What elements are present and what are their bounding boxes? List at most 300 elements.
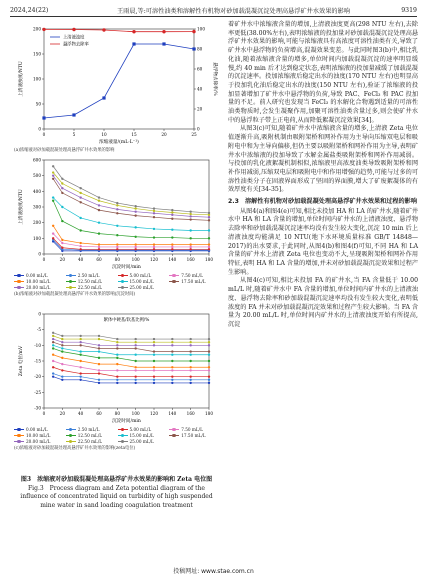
data-point xyxy=(61,338,63,340)
data-point xyxy=(116,208,118,210)
series-line-1 xyxy=(53,240,209,250)
legend-swatch xyxy=(66,280,76,284)
data-point xyxy=(134,226,136,228)
data-point xyxy=(192,47,195,50)
legend-item xyxy=(14,439,64,444)
data-point xyxy=(134,211,136,213)
data-point xyxy=(79,379,81,381)
y-tick-label: -30 xyxy=(34,405,41,411)
data-point xyxy=(171,344,173,346)
data-point xyxy=(153,248,155,250)
data-point xyxy=(171,341,173,343)
y-tick-label: -10 xyxy=(34,342,41,348)
data-point xyxy=(189,218,191,220)
data-point xyxy=(116,357,118,359)
x-axis-label: 沉淀时间/min xyxy=(112,419,141,424)
data-point xyxy=(61,242,63,244)
data-point xyxy=(116,375,118,377)
data-point xyxy=(134,344,136,346)
data-point xyxy=(153,341,155,343)
data-point xyxy=(153,243,155,245)
legend-swatch xyxy=(118,440,128,444)
data-point xyxy=(171,211,173,213)
paragraph-3: 从图4(a)和图4(e)可知,相比未投加 HA 和 LA 的矿井水,随着矿井水中 HA 和 LA 含量的增加,单位时间内矿井水的上清液浊度、悬浮物去除率和砂加载混凝沉淀速率均没有发生较大变化,沉淀 10 min 后上清液浊度均能满足 10 NTU(地下水环境质量标准 GB/T 14848—2017)的出水要求,于此同时,从图4(b)和图4(f)可知,不同 HA 和 LA 含量的矿井水上清液 Zeta 电位也变动不大,呈现吸附架桥和网补作用特征,表明 HA 和 LA 含量的增加,并未对砂加载混凝沉淀效果和过程产生影响。 xyxy=(228,207,418,276)
data-point xyxy=(189,366,191,368)
x-tick-label: 180 xyxy=(205,257,213,262)
legend-swatch xyxy=(66,428,76,432)
y-tick-label: 600 xyxy=(33,157,41,163)
x-axis-label: 浓缩液量/(mL·L⁻¹) xyxy=(99,140,139,145)
legend-item xyxy=(118,439,168,444)
data-point xyxy=(189,375,191,377)
legend-label: 2.50 mL/L xyxy=(77,427,100,432)
x-tick-label: 20 xyxy=(59,257,66,262)
data-point xyxy=(153,344,155,346)
data-point xyxy=(102,96,105,99)
legend-item xyxy=(169,433,219,438)
data-point xyxy=(79,196,81,198)
data-point xyxy=(153,216,155,218)
data-point xyxy=(116,225,118,227)
legend-label: 15.00 mL/L xyxy=(129,433,154,438)
data-point xyxy=(153,207,155,209)
x-tick-label: 20 xyxy=(59,411,66,416)
x-tick-label: 160 xyxy=(186,257,195,262)
legend-item xyxy=(66,433,116,438)
data-point xyxy=(79,335,81,337)
data-point xyxy=(79,375,81,377)
legend-item xyxy=(118,279,168,284)
y-right-tick-label: 20 xyxy=(197,106,203,112)
figure-3c xyxy=(14,308,219,451)
data-point xyxy=(98,243,100,245)
data-point xyxy=(189,248,191,250)
data-point xyxy=(61,220,63,222)
legend-item xyxy=(169,273,219,278)
y-tick-label: 0 xyxy=(38,126,41,132)
y-right-axis-label: 悬浮物去除率/% xyxy=(212,62,217,96)
data-point xyxy=(116,382,118,384)
data-point xyxy=(134,236,136,238)
data-point xyxy=(79,366,81,368)
legend-swatch xyxy=(14,428,24,432)
legend-label: 20.00 mL/L xyxy=(26,285,51,290)
data-point xyxy=(116,212,118,214)
legend-item xyxy=(118,433,168,438)
x-tick-label: 25 xyxy=(191,132,197,137)
data-point xyxy=(153,354,155,356)
data-point xyxy=(134,214,136,216)
y-tick-label: 200 xyxy=(33,26,41,32)
data-point xyxy=(72,113,75,116)
data-point xyxy=(98,246,100,248)
series-line-10 xyxy=(53,333,209,339)
figure-caption-en: Fig.3 Process diagram and Zeta potential diagram of the influence of concentrated liquid on turbidity of high suspended mine water in sand loading coagulation treatment xyxy=(20,484,213,509)
series-line-6 xyxy=(53,345,209,354)
data-point xyxy=(61,335,63,337)
legend-swatch xyxy=(14,286,24,290)
legend-label: 17.50 mL/L xyxy=(181,279,206,284)
data-point xyxy=(208,350,210,352)
x-tick-label: 120 xyxy=(150,257,158,262)
data-point xyxy=(171,379,173,381)
data-point xyxy=(98,350,100,352)
data-point xyxy=(189,237,191,239)
y-tick-label: 300 xyxy=(33,204,41,210)
data-point xyxy=(98,248,100,250)
data-point xyxy=(116,338,118,340)
data-point xyxy=(189,354,191,356)
data-point xyxy=(189,246,191,248)
header-rule xyxy=(10,16,417,17)
data-point xyxy=(192,30,195,33)
data-point xyxy=(153,369,155,371)
legend-label: 17.50 mL/L xyxy=(181,433,206,438)
legend-item xyxy=(14,433,64,438)
data-point xyxy=(79,242,81,244)
data-point xyxy=(189,341,191,343)
y-right-tick-label: 80 xyxy=(197,46,203,52)
data-point xyxy=(171,218,173,220)
data-point xyxy=(116,347,118,349)
data-point xyxy=(61,182,63,184)
data-point xyxy=(189,211,191,213)
data-point xyxy=(153,210,155,212)
figure-3a xyxy=(14,21,219,153)
data-point xyxy=(61,344,63,346)
x-tick-label: 60 xyxy=(96,257,102,262)
y-tick-label: 0 xyxy=(38,311,41,317)
legend-swatch xyxy=(14,440,24,444)
legend-item xyxy=(14,427,64,432)
legend-label: 5.00 mL/L xyxy=(129,273,152,278)
data-point xyxy=(134,366,136,368)
data-point xyxy=(116,243,118,245)
legend-swatch xyxy=(169,280,179,284)
data-point xyxy=(171,354,173,356)
data-point xyxy=(153,375,155,377)
data-point xyxy=(162,30,165,33)
data-point xyxy=(61,247,63,249)
data-point xyxy=(153,228,155,230)
y-right-tick-label: 100 xyxy=(197,26,205,32)
body-text xyxy=(228,21,418,330)
series-line-2 xyxy=(53,238,209,249)
data-point xyxy=(134,379,136,381)
data-point xyxy=(79,372,81,374)
data-point xyxy=(134,248,136,250)
data-point xyxy=(116,379,118,381)
y-tick-label: 100 xyxy=(33,76,41,82)
legend-label: 12.50 mL/L xyxy=(77,279,103,284)
paragraph-2: 从图3(c)可知,随着矿井水中浓缩液含量的增多,上清液 Zeta 电位值逐渐升高,吸附机制由吸附架桥和网补作用为主导向压缩双电层和吸附电中和为主导向偏移,但仍主要以吸附架桥和网补作用为主导,表明矿井水中浓缩液的投加导致了水解金属盐类吸附架桥和网补作用减弱。与投加的乳化液絮凝机制相似,浓缩液里高浓度油类导致吸附架桥和网补作用减弱,压缩双电层和吸附电中和作用增强的趋势,可能与过多的可溶性油类分子在固液界面形成了坚固的界面膜,增大了矿废絮凝体的有效厚度有关[34-35]。 xyxy=(228,125,418,194)
data-point xyxy=(61,192,63,194)
data-point xyxy=(52,344,54,346)
legend-item xyxy=(118,427,168,432)
legend-b xyxy=(14,273,219,290)
data-point xyxy=(208,369,210,371)
legend-item xyxy=(169,427,219,432)
series-line-3 xyxy=(53,361,209,370)
legend-label: 2.50 mL/L xyxy=(77,273,100,278)
data-point xyxy=(189,213,191,215)
legend-item xyxy=(118,285,168,290)
data-point xyxy=(171,350,173,352)
legend-label: 20.00 mL/L xyxy=(26,439,51,444)
y-tick-label: 50 xyxy=(35,101,41,107)
data-point xyxy=(98,338,100,340)
data-point xyxy=(79,344,81,346)
data-point xyxy=(116,341,118,343)
legend-label: 0.00 mL/L xyxy=(26,273,48,278)
y-right-tick-label: 0 xyxy=(197,126,200,132)
data-point xyxy=(61,369,63,371)
data-point xyxy=(208,243,210,245)
data-point xyxy=(189,360,191,362)
data-point xyxy=(208,354,210,356)
x-tick-label: 20 xyxy=(161,132,167,137)
data-point xyxy=(52,165,54,167)
data-point xyxy=(171,369,173,371)
y-axis-label: 上清液浊度/NTU xyxy=(19,61,24,97)
legend-swatch xyxy=(66,434,76,438)
legend-c xyxy=(14,427,219,444)
y-right-tick-label: 40 xyxy=(197,86,203,92)
data-point xyxy=(208,375,210,377)
data-point xyxy=(52,178,54,180)
x-tick-label: 80 xyxy=(114,257,121,262)
data-point xyxy=(98,221,100,223)
x-tick-label: 140 xyxy=(168,411,177,416)
data-point xyxy=(189,243,191,245)
data-point xyxy=(189,215,191,217)
data-point xyxy=(189,369,191,371)
data-point xyxy=(189,350,191,352)
legend-label: 15.00 mL/L xyxy=(129,279,154,284)
figure-3b xyxy=(14,154,219,297)
data-point xyxy=(132,30,135,33)
data-point xyxy=(52,366,54,368)
data-point xyxy=(79,338,81,340)
figure-3c-caption: (c)浓缩液对砂加载混凝处理高悬浮矿井水效果的影响(zeta电位) xyxy=(14,446,136,451)
y-tick-label: -25 xyxy=(34,389,41,395)
data-point xyxy=(171,375,173,377)
y-tick-label: 200 xyxy=(33,220,41,226)
data-point xyxy=(52,360,54,362)
data-point xyxy=(52,200,54,202)
data-point xyxy=(171,243,173,245)
legend-swatch xyxy=(14,434,24,438)
data-point xyxy=(134,354,136,356)
data-point xyxy=(79,201,81,203)
footer: 投稿网址: www.stae.com.cn xyxy=(173,568,254,575)
data-point xyxy=(79,245,81,247)
data-point xyxy=(116,344,118,346)
legend-label: 7.50 mL/L xyxy=(181,427,203,432)
data-point xyxy=(153,246,155,248)
data-point xyxy=(208,382,210,384)
x-tick-label: 0 xyxy=(42,132,46,137)
x-tick-label: 80 xyxy=(114,411,121,416)
x-tick-label: 5 xyxy=(72,132,76,137)
data-point xyxy=(98,363,100,365)
legend-swatch xyxy=(66,440,76,444)
legend-swatch xyxy=(118,286,128,290)
figure-caption-cn: 图3 浓缩液对砂加载混凝处理高悬浮矿井水效果的影响和 Zeta 电位图 xyxy=(20,476,213,483)
data-point xyxy=(61,178,63,180)
data-point xyxy=(171,338,173,340)
data-point xyxy=(79,192,81,194)
y-axis-label: 上清液浊度/NTU xyxy=(19,189,24,225)
y-tick-label: -5 xyxy=(36,327,41,333)
y-tick-label: 400 xyxy=(33,188,41,194)
y-tick-label: -20 xyxy=(34,374,41,380)
data-point xyxy=(61,379,63,381)
data-point xyxy=(189,344,191,346)
y-right-tick-label: 60 xyxy=(197,66,203,72)
data-point xyxy=(208,344,210,346)
series-line-10 xyxy=(53,166,209,213)
data-point xyxy=(134,341,136,343)
data-point xyxy=(98,232,100,234)
data-point xyxy=(42,28,45,31)
header-issue: 2024,24(22) xyxy=(10,6,49,14)
x-tick-label: 60 xyxy=(96,411,102,416)
series-line-6 xyxy=(53,198,209,231)
data-point xyxy=(52,338,54,340)
data-point xyxy=(153,350,155,352)
data-point xyxy=(134,360,136,362)
paragraph-1: 着矿井水中浓缩液含量的增加,上清液浊度更高(298 NTU 左右),去除率更低(38.00%左右),表明浓缩液的投加量对砂加载混凝沉淀处理高悬浮矿井水效果的影响,可能与浓缩液具有高浓度可溶性油类有关,导致了矿井水中悬浮物的负荷增高,混凝效果变差。与此同时图3(b)中,相比乳化油,随着浓缩液含量的增多,单位时间内加载混凝沉淀的速率明显缓慢,约 40 min 后才达到稳定状态,表明浓缩液的投加量减缓了加载混凝的沉淀速率。投加浓缩液后稳定出水的浊度(170 NTU 左右)也明显高于投加乳化油后稳定出水的浊度(150 NTU 左右),验证了浓缩液的投加显著增加了矿井水中悬浮物的负荷,导致 PAC、FeCl₃ 和 PAC 投加量的不足。前人研究也发现当 FeCl₃ 的水解化合物遇到适量的可溶性油类物质时,会发生凝聚作用,加聚可溶性油类含量过多,则会使矿井水中的悬浮粒子带上正电荷,从而降低絮凝沉淀效果[34]。 xyxy=(228,21,418,124)
section-heading: 2.3 溶解性有机物对砂加载混凝处理高悬浮矿井水效果和过程的影响 xyxy=(228,198,417,206)
legend-item xyxy=(14,273,64,278)
chart-c xyxy=(14,308,219,426)
data-point xyxy=(153,366,155,368)
figure-caption xyxy=(14,476,219,510)
data-point xyxy=(98,204,100,206)
legend-swatch xyxy=(169,428,179,432)
series-line-9 xyxy=(53,173,209,215)
y-tick-label: -15 xyxy=(34,358,41,364)
data-point xyxy=(116,202,118,204)
x-tick-label: 140 xyxy=(168,257,177,262)
legend-swatch xyxy=(14,280,24,284)
header-title: 王雨晨,等:可溶性油类和溶解性有机物对砂加载混凝沉淀处理高悬浮矿井水效果的影响 xyxy=(117,7,350,15)
legend-item xyxy=(66,427,116,432)
legend-swatch xyxy=(14,274,24,278)
series-line-7 xyxy=(53,179,209,221)
data-point xyxy=(171,248,173,250)
legend-item xyxy=(14,279,64,284)
legend-label: 上清液浊度 xyxy=(63,35,85,41)
data-point xyxy=(116,246,118,248)
data-point xyxy=(153,212,155,214)
data-point xyxy=(98,209,100,211)
data-point xyxy=(208,341,210,343)
legend-label: 10.00 mL/L xyxy=(26,433,51,438)
x-tick-label: 10 xyxy=(101,132,107,137)
data-point xyxy=(208,366,210,368)
data-point xyxy=(171,236,173,238)
y-tick-label: 100 xyxy=(33,235,41,241)
data-point xyxy=(98,382,100,384)
legend-label: 10.00 mL/L xyxy=(26,279,51,284)
legend-item xyxy=(169,279,219,284)
data-point xyxy=(189,382,191,384)
figure-3a-caption: (a)浓缩液对砂加载混凝处理高悬浮矿井水效果的影响 xyxy=(14,148,115,153)
series-line-3 xyxy=(53,234,209,247)
data-point xyxy=(208,360,210,362)
data-point xyxy=(52,232,54,234)
series-line-1 xyxy=(44,29,194,31)
data-point xyxy=(79,354,81,356)
data-point xyxy=(61,187,63,189)
data-point xyxy=(79,341,81,343)
legend-item xyxy=(14,285,64,290)
legend-label: 22.50 mL/L xyxy=(77,439,103,444)
data-point xyxy=(153,382,155,384)
series-line-7 xyxy=(53,342,209,351)
figure-3b-caption: (b)浓缩液对砂加载混凝处理高悬浮矿井水效果的影响(沉淀时间) xyxy=(14,292,136,297)
legend-swatch xyxy=(118,280,128,284)
data-point xyxy=(134,246,136,248)
data-point xyxy=(52,174,54,176)
data-point xyxy=(116,369,118,371)
data-point xyxy=(171,382,173,384)
data-point xyxy=(52,332,54,334)
legend-swatch xyxy=(169,434,179,438)
data-point xyxy=(171,246,173,248)
data-point xyxy=(208,212,210,214)
data-point xyxy=(208,237,210,239)
data-point xyxy=(153,360,155,362)
legend-swatch xyxy=(66,286,76,290)
y-tick-label: 0 xyxy=(38,251,41,257)
running-header xyxy=(10,4,417,16)
data-point xyxy=(171,209,173,211)
data-point xyxy=(79,217,81,219)
data-point xyxy=(208,338,210,340)
data-point xyxy=(171,366,173,368)
legend-label: 5.00 mL/L xyxy=(129,427,152,432)
y-tick-label: 150 xyxy=(33,51,41,57)
data-point xyxy=(208,219,210,221)
data-point xyxy=(134,382,136,384)
series-line-0 xyxy=(44,44,194,118)
data-point xyxy=(171,214,173,216)
data-point xyxy=(134,347,136,349)
data-point xyxy=(98,372,100,374)
chart-b xyxy=(14,154,219,272)
legend-swatch xyxy=(118,428,128,432)
data-point xyxy=(134,207,136,209)
legend-label: 25.00 mL/L xyxy=(129,439,154,444)
data-point xyxy=(52,335,54,337)
data-point xyxy=(98,200,100,202)
data-point xyxy=(171,229,173,231)
data-point xyxy=(61,375,63,377)
data-point xyxy=(132,42,135,45)
legend-item xyxy=(118,273,168,278)
legend-item xyxy=(66,279,116,284)
data-point xyxy=(98,344,100,346)
x-tick-label: 120 xyxy=(150,411,158,416)
data-point xyxy=(208,229,210,231)
chart-a xyxy=(14,21,219,146)
data-point xyxy=(61,363,63,365)
data-point xyxy=(52,196,54,198)
x-tick-label: 40 xyxy=(77,257,84,262)
